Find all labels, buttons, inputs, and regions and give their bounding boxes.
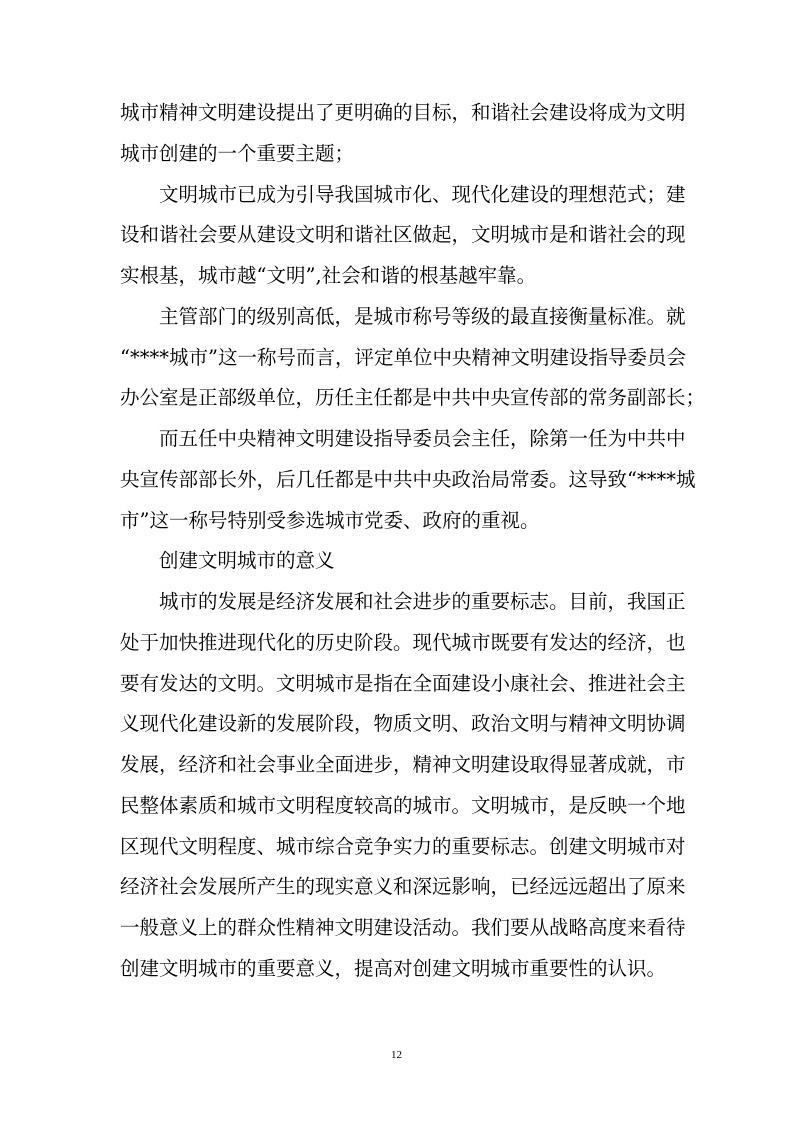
- text-line: 市”这一称号特别受参选城市党委、政府的重视。: [120, 508, 540, 532]
- text-line: 文明城市已成为引导我国城市化、现代化建设的理想范式；建: [159, 182, 686, 206]
- text-line: 而五任中央精神文明建设指导委员会主任，除第一任为中共中: [159, 427, 686, 450]
- text-line: 一般意义上的群众性精神文明建设活动。我们要从战略高度来看待: [120, 916, 686, 939]
- text-line: 城市的发展是经济发展和社会进步的重要标志。目前，我国正: [159, 590, 686, 613]
- text-line: 城市精神文明建设提出了更明确的目标，和谐社会建设将成为文明: [120, 101, 686, 124]
- text-line: 城市创建的一个重要主题；: [120, 141, 355, 165]
- text-line: 要有发达的文明。文明城市是指在全面建设小康社会、推进社会主: [120, 671, 686, 695]
- text-line: 经济社会发展所产生的现实意义和深远影响，已经远远超出了原来: [120, 875, 686, 899]
- text-line: 创建文明城市的意义: [159, 549, 335, 573]
- text-line: 区现代文明程度、城市综合竞争实力的重要标志。创建文明城市对: [120, 834, 686, 858]
- text-line: 办公室是正部级单位，历任主任都是中共中央宣传部的常务副部长；: [120, 386, 706, 410]
- text-line: 义现代化建设新的发展阶段，物质文明、政治文明与精神文明协调: [120, 712, 686, 736]
- text-line: “****城市”这一称号而言，评定单位中央精神文明建设指导委员会: [120, 345, 686, 369]
- text-line: 设和谐社会要从建设文明和谐社区做起，文明城市是和谐社会的现: [120, 223, 686, 247]
- page-number: 12: [391, 1049, 402, 1061]
- text-line: 创建文明城市的重要意义，提高对创建文明城市重要性的认识。: [120, 956, 667, 980]
- text-line: 民整体素质和城市文明程度较高的城市。文明城市，是反映一个地: [120, 793, 686, 817]
- text-line: 主管部门的级别高低，是城市称号等级的最直接衡量标准。就: [159, 304, 686, 328]
- text-line: 实根基，城市越“文明”,社会和谐的根基越牢靠。: [120, 264, 537, 287]
- text-line: 央宣传部部长外，后几任都是中共中央政治局常委。这导致“****城: [120, 467, 696, 491]
- text-line: 处于加快推进现代化的历史阶段。现代城市既要有发达的经济，也: [120, 630, 686, 654]
- text-line: 发展，经济和社会事业全面进步，精神文明建设取得显著成就，市: [120, 753, 686, 776]
